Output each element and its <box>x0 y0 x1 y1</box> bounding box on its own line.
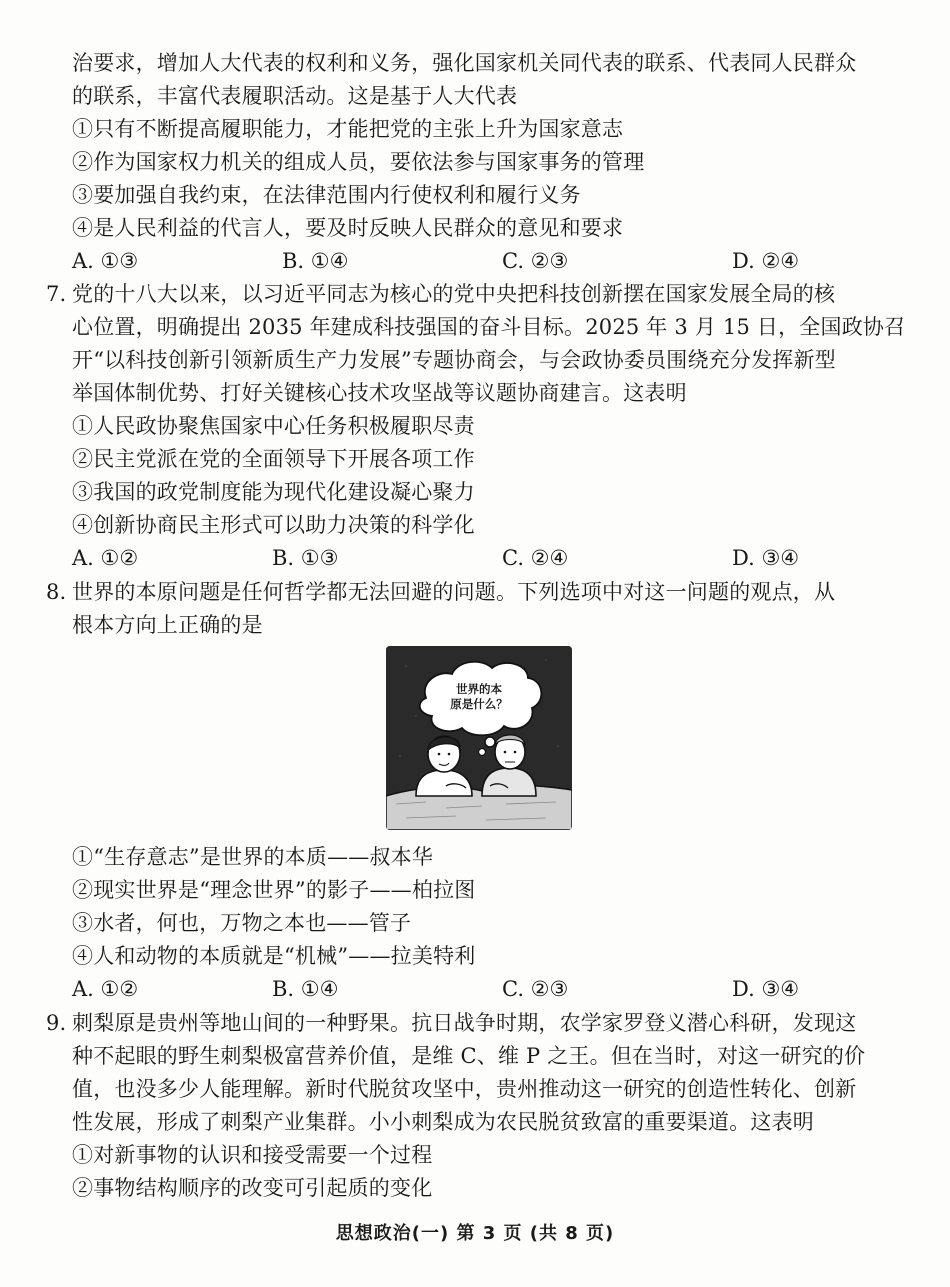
q8-option-b[interactable]: B. ①④ <box>272 977 339 1001</box>
q6-option-c[interactable]: C. ②③ <box>502 249 569 273</box>
q7-number: 7. <box>46 282 67 306</box>
cartoon-illustration <box>386 646 572 830</box>
q8-option-a[interactable]: A. ①② <box>72 977 139 1001</box>
q7-stem-line2: 心位置，明确提出 2035 年建成科技强国的奋斗目标。2025 年 3 月 15 日，全国政协召 <box>72 315 906 339</box>
q9-number: 9. <box>46 1011 67 1035</box>
q7-statement-3: ③我国的政党制度能为现代化建设凝心聚力 <box>72 480 475 504</box>
q9-stem-line1: 刺梨原是贵州等地山间的一种野果。抗日战争时期，农学家罗登义潜心科研，发现这 <box>72 1011 857 1035</box>
q7-option-b[interactable]: B. ①③ <box>272 546 339 570</box>
q6-option-a[interactable]: A. ①③ <box>72 249 139 273</box>
q8-stem-line1: 世界的本原问题是任何哲学都无法回避的问题。下列选项中对这一问题的观点，从 <box>72 580 836 604</box>
q9-stem-line3: 值，也没多少人能理解。新时代脱贫攻坚中，贵州推动这一研究的创造性转化、创新 <box>72 1077 857 1101</box>
q9-statement-1: ①对新事物的认识和接受需要一个过程 <box>72 1143 433 1167</box>
q6-stem-line1: 治要求，增加人大代表的权利和义务，强化国家机关同代表的联系、代表同人民群众 <box>72 51 857 75</box>
page-footer: 思想政治(一) 第 3 页 (共 8 页) <box>335 1223 615 1244</box>
q7-stem-line4: 举国体制优势、打好关键核心技术攻坚战等议题协商建言。这表明 <box>72 381 687 405</box>
q8-option-c[interactable]: C. ②③ <box>502 977 569 1001</box>
q7-statement-2: ②民主党派在党的全面领导下开展各项工作 <box>72 447 475 471</box>
q8-stem-line2: 根本方向上正确的是 <box>72 613 263 637</box>
q6-options <box>72 246 872 276</box>
q7-stem-line3: 开“以科技创新引领新质生产力发展”专题协商会，与会政协委员围绕充分发挥新型 <box>72 348 836 372</box>
q7-option-c[interactable]: C. ②④ <box>502 546 569 570</box>
q6-stem-line2: 的联系，丰富代表履职活动。这是基于人大代表 <box>72 84 518 108</box>
q9-stem-line4: 性发展，形成了刺梨产业集群。小小刺梨成为农民脱贫致富的重要渠道。这表明 <box>72 1110 814 1134</box>
q6-statement-4: ④是人民利益的代言人，要及时反映人民群众的意见和要求 <box>72 216 624 240</box>
cartoon-thought-line2: 原是什么？ <box>450 697 508 711</box>
q6-option-b[interactable]: B. ①④ <box>282 249 349 273</box>
q6-statement-2: ②作为国家权力机关的组成人员，要依法参与国家事务的管理 <box>72 150 645 174</box>
q8-number: 8. <box>46 580 67 604</box>
q6-option-d[interactable]: D. ②④ <box>732 249 800 273</box>
q7-stem-line1: 党的十八大以来，以习近平同志为核心的党中央把科技创新摆在国家发展全局的核 <box>72 282 836 306</box>
q9-statement-2: ②事物结构顺序的改变可引起质的变化 <box>72 1176 433 1200</box>
q7-options <box>72 543 872 573</box>
q8-statement-4: ④人和动物的本质就是“机械”——拉美特利 <box>72 944 476 968</box>
q8-options <box>72 974 872 1004</box>
cartoon-thought-line1: 世界的本 <box>456 682 502 696</box>
q7-option-d[interactable]: D. ③④ <box>732 546 800 570</box>
philosophy-cartoon <box>386 646 572 830</box>
q7-statement-4: ④创新协商民主形式可以助力决策的科学化 <box>72 513 475 537</box>
q9-stem-line2: 种不起眼的野生刺梨极富营养价值，是维 C、维 P 之王。但在当时，对这一研究的价 <box>72 1044 866 1068</box>
q8-statement-3: ③水者，何也，万物之本也——管子 <box>72 911 412 935</box>
q8-statement-2: ②现实世界是“理念世界”的影子——柏拉图 <box>72 878 476 902</box>
q6-statement-1: ①只有不断提高履职能力，才能把党的主张上升为国家意志 <box>72 117 624 141</box>
q8-option-d[interactable]: D. ③④ <box>732 977 800 1001</box>
q7-option-a[interactable]: A. ①② <box>72 546 139 570</box>
q6-statement-3: ③要加强自我约束，在法律范围内行使权利和履行义务 <box>72 183 581 207</box>
q7-statement-1: ①人民政协聚焦国家中心任务积极履职尽责 <box>72 414 475 438</box>
q8-statement-1: ①“生存意志”是世界的本质——叔本华 <box>72 845 434 869</box>
